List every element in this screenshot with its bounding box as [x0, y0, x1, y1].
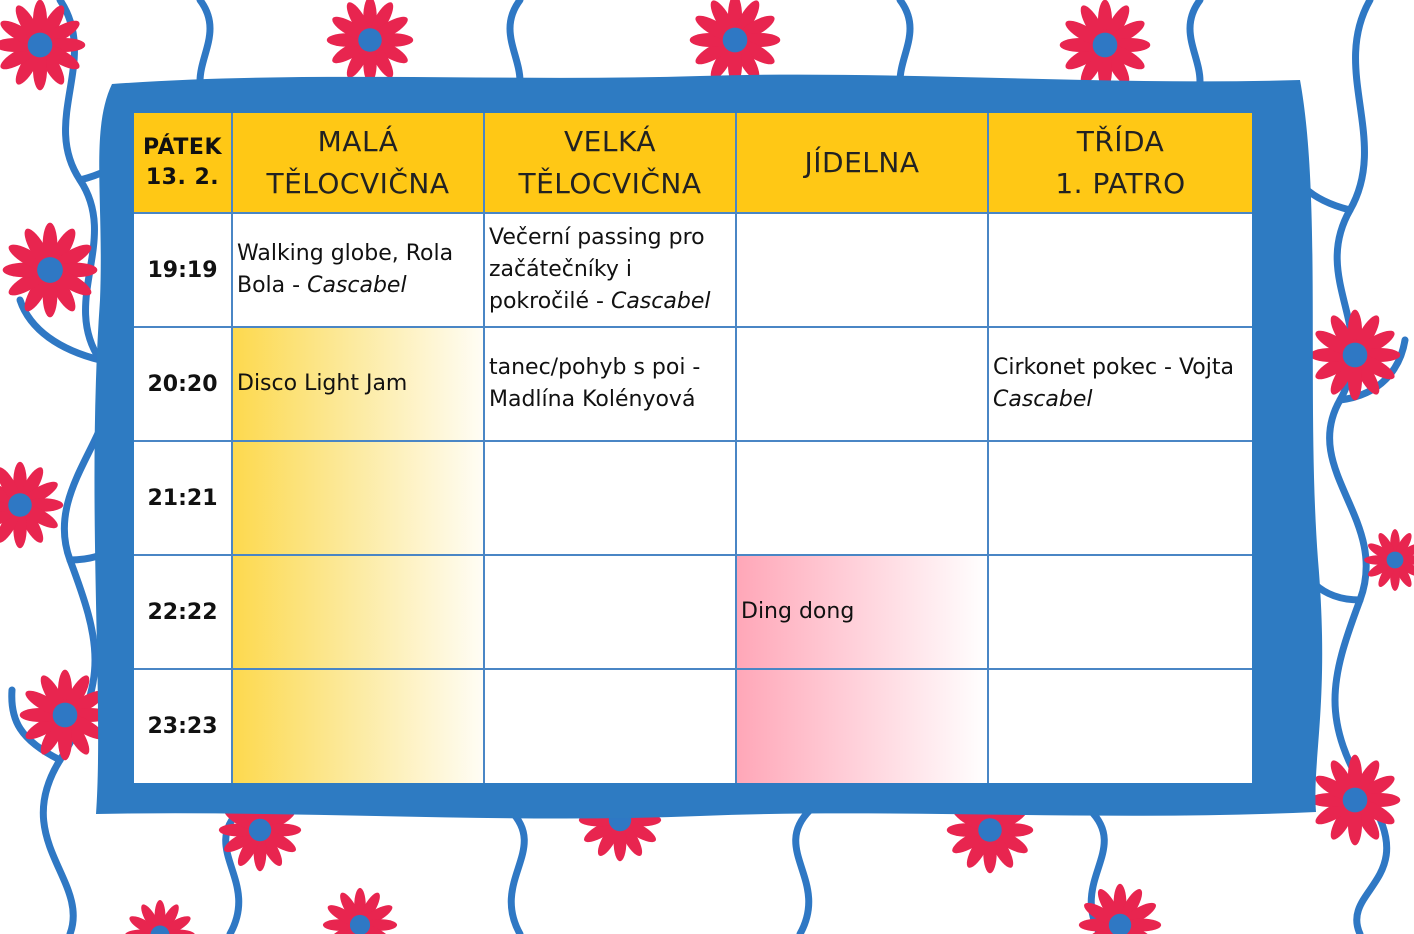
room-name-line2: TĚLOCVIČNA: [518, 166, 702, 200]
empty-cell: [485, 442, 737, 556]
empty-cell: [737, 214, 989, 328]
room-header-mala-telocvicna: [233, 113, 485, 214]
event-text: Večerní passing pro začátečníky i pokročilé -: [489, 225, 705, 314]
empty-cell: [989, 556, 1252, 670]
room-name-line2: TĚLOCVIČNA: [266, 166, 450, 200]
event-cell: [989, 328, 1252, 442]
room-header-velka-telocvicna: [485, 113, 737, 214]
room-name-line1: VELKÁ: [564, 124, 656, 158]
event-disco-light-jam: Disco Light Jam: [237, 371, 408, 396]
room-header-jidelna: [737, 113, 989, 214]
time-slot-label: 23:23: [134, 670, 233, 783]
event-host: Cascabel: [993, 387, 1093, 412]
event-text: Walking globe, Rola Bola -: [237, 241, 454, 298]
time-slot-label: 20:20: [134, 328, 233, 442]
event-walking-globe: [237, 238, 479, 302]
room-name-line2: 1. PATRO: [1055, 166, 1186, 200]
event-cell-highlight-pink: [737, 670, 989, 783]
room-name-line1: JÍDELNA: [804, 145, 920, 179]
event-ding-dong: Ding dong: [741, 599, 855, 624]
empty-cell: [485, 556, 737, 670]
empty-cell: [989, 214, 1252, 328]
event-text: Cirkonet pokec - Vojta: [993, 355, 1234, 380]
time-slot-label: 19:19: [134, 214, 233, 328]
event-cell-highlight: [233, 328, 485, 442]
empty-cell: [737, 442, 989, 556]
empty-cell: [989, 670, 1252, 783]
empty-cell: [485, 670, 737, 783]
day-header: [134, 113, 233, 214]
empty-cell: [989, 442, 1252, 556]
schedule-table: [134, 113, 1252, 783]
event-cell-highlight-pink: [737, 556, 989, 670]
event-cell: [485, 328, 737, 442]
day-label: PÁTEK: [142, 134, 222, 160]
room-name-line1: TŘÍDA: [1076, 124, 1165, 158]
event-cell-highlight: [233, 556, 485, 670]
event-tanec-pohyb: tanec/pohyb s poi - Madlína Kolényová: [489, 355, 701, 412]
room-name-line1: MALÁ: [317, 124, 399, 158]
event-host: Cascabel: [307, 273, 407, 298]
event-cell: [233, 214, 485, 328]
event-cell-highlight: [233, 670, 485, 783]
event-host: Cascabel: [610, 289, 711, 314]
empty-cell: [737, 328, 989, 442]
time-slot-label: 21:21: [134, 442, 233, 556]
room-header-trida: [989, 113, 1252, 214]
event-cell: [485, 214, 737, 328]
date-label: 13. 2.: [145, 164, 220, 190]
event-cell-highlight: [233, 442, 485, 556]
time-slot-label: 22:22: [134, 556, 233, 670]
event-vecerni-passing: [489, 222, 731, 318]
event-cirkonet-pokec: [993, 352, 1248, 416]
